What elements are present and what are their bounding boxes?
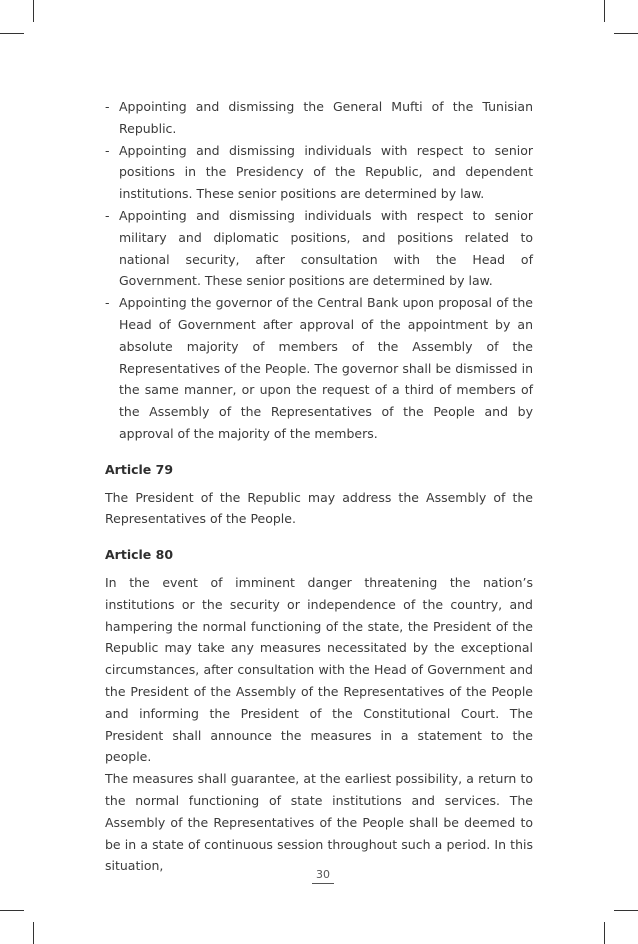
- article-80-paragraph-1: In the event of imminent danger threatening the nation’s institutions or the security or independence of the country, and hampering the normal functioning of the state, the President of the Republic may take any measures necessitated by the exceptional circumstances, after consultation with the Head of Government and the President of the Assembly of the Representatives of the People and informing the President of the Constitutional Court. The President shall announce the measures in a statement to the people.: [105, 574, 533, 765]
- article-80-paragraph-2: The measures shall guarantee, at the earliest possibility, a return to the normal functioning of state institutions and services. The Assembly of the Representatives of the People shall be deemed to be in a state of continuous session throughout such a period. In this situation,: [105, 771, 533, 874]
- bullet-dash: -: [105, 295, 110, 311]
- crop-mark: [0, 910, 24, 911]
- article-79-text: The President of the Republic may address the Assembly of the Representatives of the People.: [105, 489, 533, 527]
- crop-mark: [614, 910, 638, 911]
- bullet-dash: -: [105, 207, 110, 223]
- crop-mark: [604, 0, 605, 22]
- list-item-text: Appointing and dismissing the General Mufti of the Tunisian Republic.: [119, 99, 533, 136]
- list-item-text: Appointing the governor of the Central Bank upon proposal of the Head of Government after approval of the appointment by an absolute majority of members of the Assembly of the Representatives of the People. The governor shall be dismissed in the same manner, or upon the request of a third of members of the Assembly of the Representatives of the People and by approval of the majority of the members.: [119, 295, 533, 441]
- list-item-text: Appointing and dismissing individuals with respect to senior military and diplomatic positions, and positions related to national security, after consultation with the Head of Government. These senior positions are determined by law.: [119, 207, 533, 289]
- article-80-heading: Article 80: [105, 547, 174, 563]
- list-item: [105, 140, 533, 205]
- page-content: [105, 96, 533, 877]
- crop-mark: [0, 33, 24, 34]
- crop-mark: [33, 922, 34, 944]
- article-79-heading: Article 79: [105, 461, 174, 477]
- bullet-dash: -: [105, 99, 110, 114]
- page-number: 30: [312, 868, 334, 884]
- crop-mark: [614, 33, 638, 34]
- crop-mark: [33, 0, 34, 22]
- crop-mark: [604, 922, 605, 944]
- list-item: [105, 96, 533, 140]
- list-item: [105, 292, 533, 445]
- list-item-text: Appointing and dismissing individuals with respect to senior positions in the Presidency of the Republic, and dependent institutions. These senior positions are determined by law.: [119, 142, 533, 202]
- list-item: [105, 205, 533, 292]
- bullet-dash: -: [105, 142, 110, 158]
